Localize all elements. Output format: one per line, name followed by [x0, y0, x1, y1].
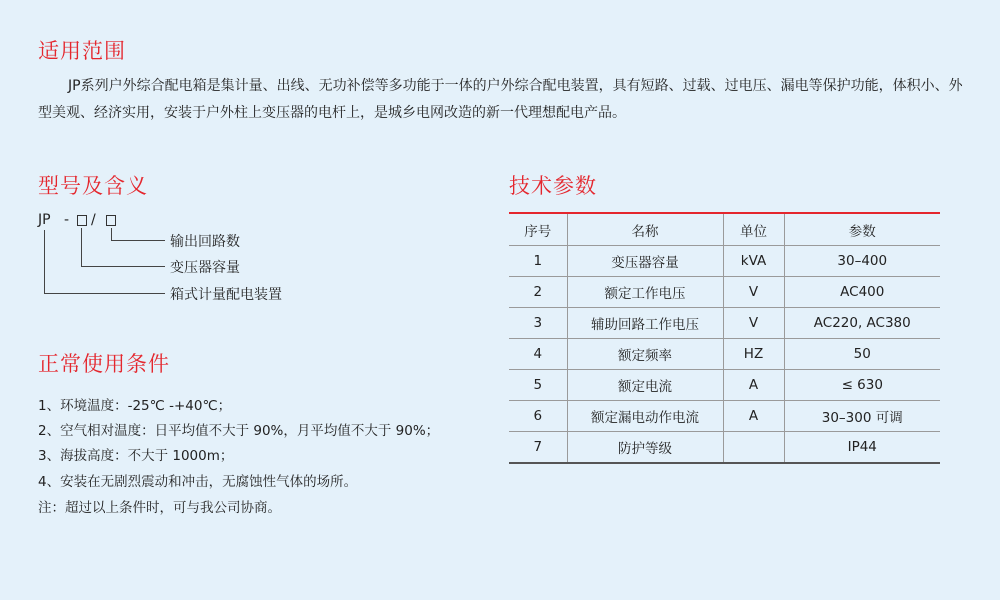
cell-unit: kVA	[723, 246, 784, 277]
cell-name: 额定频率	[567, 339, 723, 370]
leader-line	[111, 228, 112, 240]
header-unit: 单位	[723, 213, 784, 246]
model-slash: /	[91, 212, 96, 228]
cell-value: IP44	[784, 432, 940, 464]
scope-description: JP系列户外综合配电箱是集计量、出线、无功补偿等多功能于一体的户外综合配电装置，具有短路、过载、过电压、漏电等保护功能，体积小、外型美观、经济实用，安装于户外柱上变压器的电杆上，是城乡电网改造的新一代理想配电产品。	[38, 78, 963, 121]
cell-unit: V	[723, 277, 784, 308]
cell-unit: V	[723, 308, 784, 339]
specs-table	[509, 212, 940, 464]
cell-index: 3	[509, 308, 567, 339]
condition-item: 4、安装在无剧烈震动和冲击，无腐蚀性气体的场所。	[38, 474, 358, 490]
model-box-circuits	[106, 215, 116, 226]
cell-name: 额定电流	[567, 370, 723, 401]
model-dash: -	[64, 212, 70, 228]
cell-name: 额定漏电动作电流	[567, 401, 723, 432]
header-name: 名称	[567, 213, 723, 246]
table-row	[509, 246, 940, 277]
model-title: 型号及含义	[38, 174, 148, 198]
cell-index: 5	[509, 370, 567, 401]
cell-index: 1	[509, 246, 567, 277]
cell-value: 30–300 可调	[784, 401, 940, 432]
table-row	[509, 277, 940, 308]
cell-index: 6	[509, 401, 567, 432]
header-index: 序号	[509, 213, 567, 246]
leader-line	[81, 266, 165, 267]
table-row	[509, 401, 940, 432]
cell-unit: A	[723, 370, 784, 401]
cell-name: 变压器容量	[567, 246, 723, 277]
specs-title: 技术参数	[509, 174, 597, 198]
cell-unit	[723, 432, 784, 464]
model-box-capacity	[77, 215, 87, 226]
model-label-circuits: 输出回路数	[170, 234, 240, 250]
cell-value: 30–400	[784, 246, 940, 277]
table-row	[509, 308, 940, 339]
model-label-device: 箱式计量配电装置	[170, 287, 282, 303]
leader-line	[111, 240, 165, 241]
leader-line	[44, 293, 165, 294]
condition-item: 3、海拔高度：不大于 1000m；	[38, 448, 234, 464]
condition-item: 1、环境温度：-25℃ -+40℃；	[38, 398, 232, 414]
cell-unit: HZ	[723, 339, 784, 370]
scope-title: 适用范围	[38, 39, 126, 63]
condition-note: 注：超过以上条件时，可与我公司协商。	[38, 500, 281, 516]
cell-value: 50	[784, 339, 940, 370]
table-row	[509, 432, 940, 464]
table-header-row	[509, 213, 940, 246]
cell-name: 防护等级	[567, 432, 723, 464]
model-label-capacity: 变压器容量	[170, 260, 240, 276]
leader-line	[44, 230, 45, 293]
model-prefix: JP	[38, 212, 51, 228]
table-row	[509, 339, 940, 370]
cell-name: 辅助回路工作电压	[567, 308, 723, 339]
cell-value: AC400	[784, 277, 940, 308]
table-row	[509, 370, 940, 401]
cell-index: 2	[509, 277, 567, 308]
cell-name: 额定工作电压	[567, 277, 723, 308]
condition-item: 2、空气相对温度：日平均值不大于 90%，月平均值不大于 90%；	[38, 423, 440, 439]
leader-line	[81, 228, 82, 266]
header-value: 参数	[784, 213, 940, 246]
cell-value: AC220, AC380	[784, 308, 940, 339]
cell-index: 7	[509, 432, 567, 464]
conditions-title: 正常使用条件	[38, 352, 170, 376]
cell-value: ≤ 630	[784, 370, 940, 401]
cell-index: 4	[509, 339, 567, 370]
cell-unit: A	[723, 401, 784, 432]
